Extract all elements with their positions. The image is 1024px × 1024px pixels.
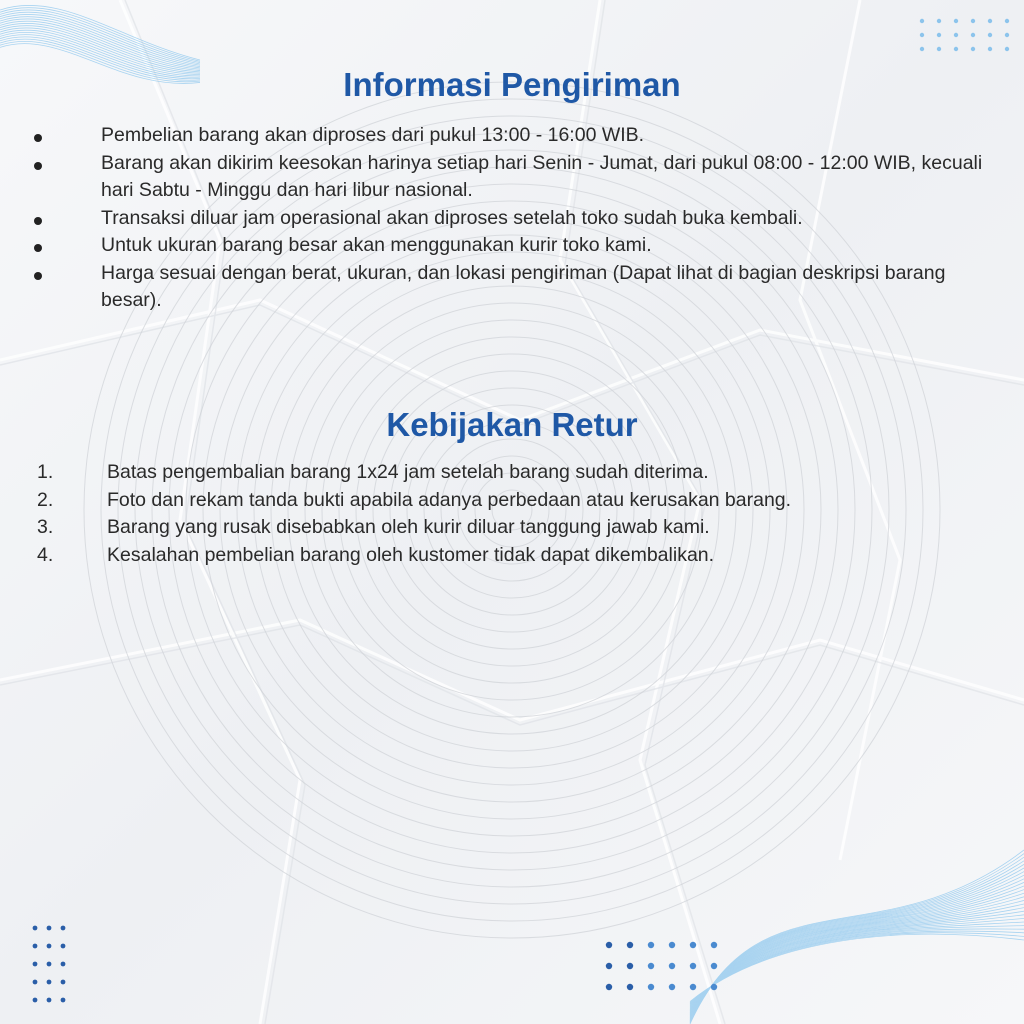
return-policy-list [37, 459, 997, 569]
list-item-text: Barang yang rusak disebabkan oleh kurir diluar tanggung jawab kami. [107, 516, 710, 538]
list-item [37, 487, 997, 515]
list-item-text: Barang akan dikirim keesokan harinya setiap hari Senin - Jumat, dari pukul 08:00 - 12:00 WIB, kecuali hari Sabtu - Minggu dan hari libur nasional. [101, 151, 983, 201]
list-item-text: Batas pengembalian barang 1x24 jam setelah barang sudah diterima. [107, 461, 709, 483]
list-item-text: Transaksi diluar jam operasional akan diproses setelah toko sudah buka kembali. [101, 206, 803, 229]
bullet-icon [34, 272, 42, 280]
list-number: 3. [37, 516, 54, 538]
list-item [34, 232, 1004, 260]
list-number: 1. [37, 461, 54, 483]
return-policy-title: Kebijakan Retur [386, 406, 638, 443]
shipping-title: Informasi Pengiriman [343, 66, 681, 103]
list-item-text: Kesalahan pembelian barang oleh kustomer tidak dapat dikembalikan. [107, 543, 715, 566]
list-item-text: Pembelian barang akan diproses dari pukul 13:00 - 16:00 WIB. [101, 124, 645, 146]
list-item [34, 150, 1004, 205]
list-number: 4. [37, 543, 54, 566]
list-item [37, 542, 997, 570]
list-item-text: Harga sesuai dengan berat, ukuran, dan lokasi pengiriman (Dapat lihat di bagian deskripsi barang besar). [101, 261, 946, 311]
list-item-text: Untuk ukuran barang besar akan menggunakan kurir toko kami. [101, 234, 652, 256]
bullet-icon [34, 162, 42, 170]
list-item [37, 514, 997, 542]
list-item-text: Foto dan rekam tanda bukti apabila adanya perbedaan atau kerusakan barang. [107, 488, 792, 511]
bullet-icon [34, 134, 42, 142]
list-item [34, 122, 1004, 150]
bullet-icon [34, 217, 42, 225]
list-item [34, 205, 1004, 233]
bullet-icon [34, 244, 42, 252]
list-item [34, 260, 1004, 315]
shipping-list [34, 122, 1004, 315]
list-number: 2. [37, 488, 54, 511]
list-item [37, 459, 997, 487]
